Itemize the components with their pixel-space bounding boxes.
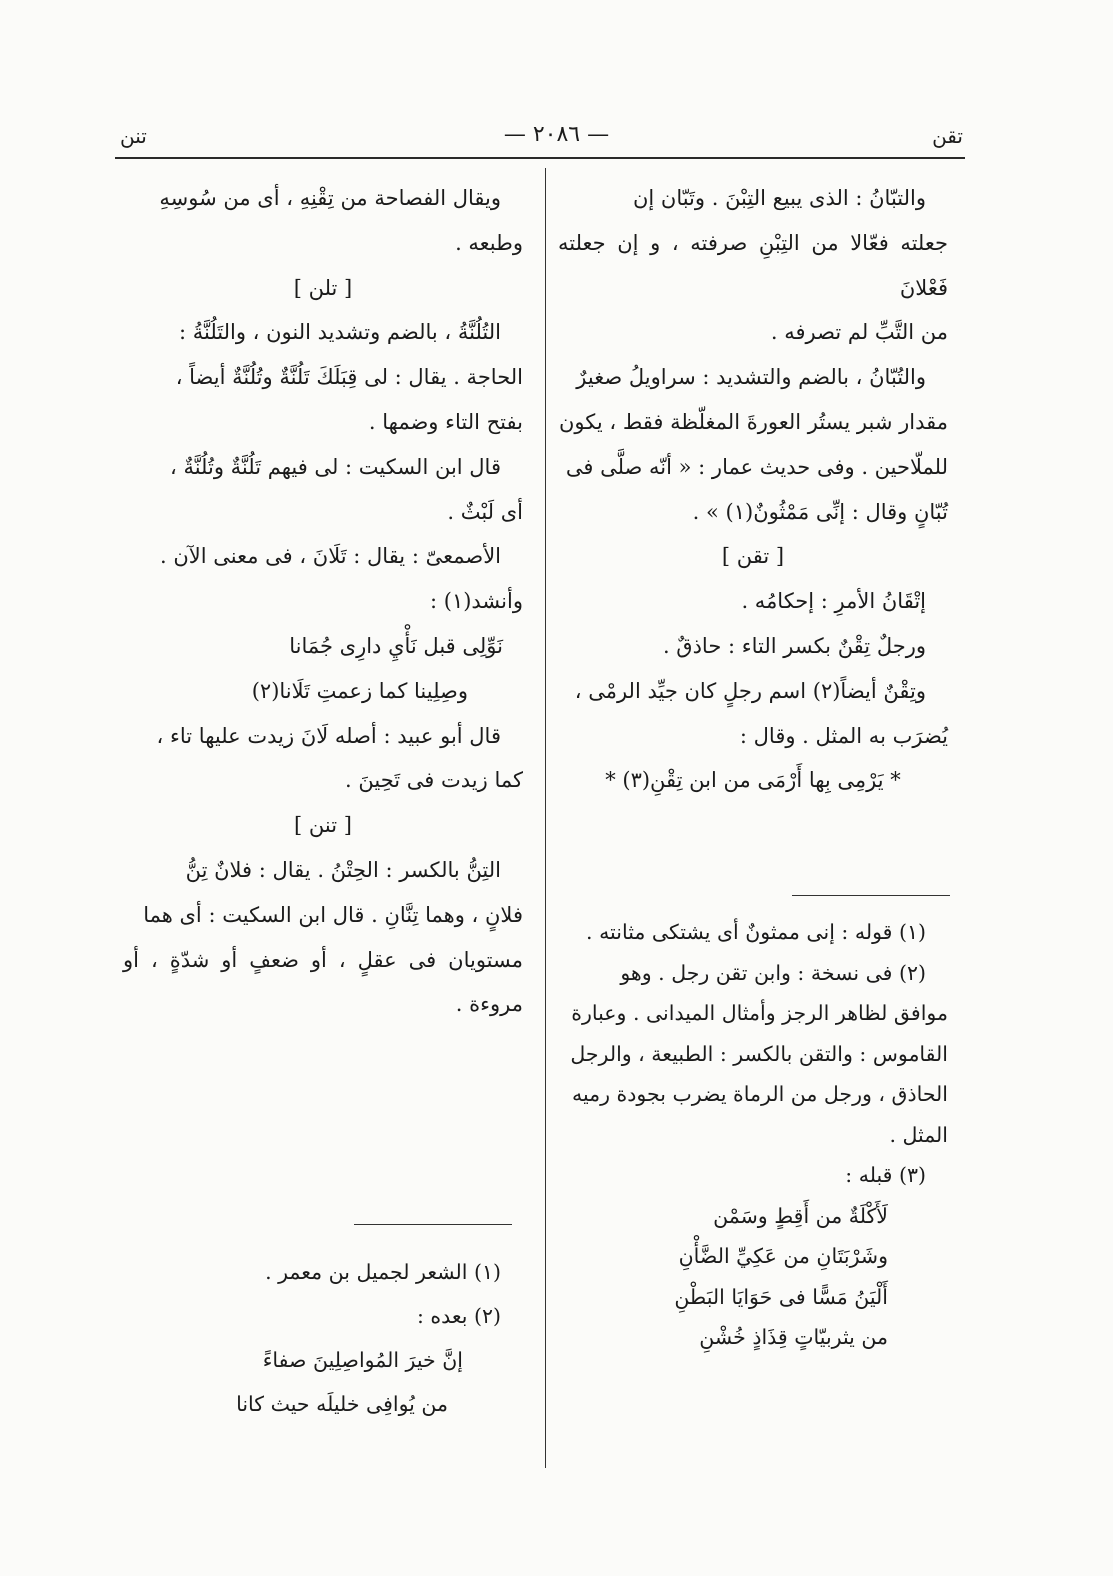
footnote-line: القاموس : والتقن بالكسر : الطبيعة ، والرجل (570, 1041, 948, 1066)
text-line: بفتح التاء وضمها . (368, 409, 523, 434)
text-line: التُلُنَّةُ ، بالضم وتشديد النون ، والتَلُنَّةُ : (178, 320, 501, 345)
text-line: وأنشد(١) : (429, 589, 523, 614)
section-heading: [ تنن ] (294, 813, 352, 838)
text-line: يُضرَب به المثل . وقال : (739, 723, 948, 748)
text-line: وطبعه . (455, 230, 523, 255)
text-line: ورجلٌ تِقْنٌ بكسر التاء : حاذقٌ . (662, 633, 926, 658)
text-line: تُبّانٍ وقال : إنِّى مَمْثُونٌ(١) » . (692, 499, 948, 524)
text-line: قال أبو عبيد : أصله لَانَ زيدت عليها تاء ، (156, 723, 501, 748)
text-line: مقدار شبر يستُر العورةَ المغلّظة فقط ، يكون (558, 409, 948, 434)
text-line: للملّاحين . وفى حديث عمار : « أنّه صلَّى فى (565, 454, 948, 479)
text-line: قال ابن السكيت : لى فيهم تَلُنَّةٌ وتُلُنَّةٌ ، (170, 454, 501, 479)
text-line: كما زيدت فى تَحِينَ . (345, 768, 523, 793)
header-entry-word: تقن (932, 124, 963, 148)
right-column (558, 176, 948, 803)
text-line: الحاجة . يقال : لى قِبَلَكَ تَلُنَّةٌ وتُلُنَّةٌ أيضاً ، (175, 365, 523, 390)
section-heading: [ تقن ] (721, 544, 785, 569)
footnote-line: (١) الشعر لجميل بن معمر . (265, 1260, 501, 1284)
footnote-rule (354, 1224, 512, 1225)
section-heading: [ تلن ] (293, 275, 353, 300)
footnote-rule (792, 895, 950, 896)
poem-line: أَلْيَنُ مَسًّا فى حَوَايَا البَطْنِ (674, 1284, 888, 1309)
left-footnotes (123, 1250, 523, 1426)
left-column (123, 176, 523, 1027)
right-footnotes (558, 912, 948, 1358)
text-line: فلانٍ ، وهما تِنَّانِ . قال ابن السكيت : أى هما (143, 902, 523, 927)
text-line: إتْقَانُ الأمرِ : إحكامُه . (741, 589, 926, 614)
text-line: والتُبّانُ ، بالضم والتشديد : سراويلُ صغيرٌ (576, 365, 926, 390)
text-line: من التَّبِّ لم تصرفه . (770, 320, 948, 345)
text-line: وتِقْنٌ أيضاً(٢) اسم رجلٍ كان جيِّد الرمْى ، (574, 678, 926, 703)
footnote-line: الحاذق ، ورجل من الرماة يضرب بجودة رميه (571, 1082, 948, 1106)
footnote-line: (٢) بعده : (416, 1304, 501, 1328)
footnote-line: المثل . (889, 1122, 948, 1147)
header-rule (115, 157, 965, 159)
poem-line: وشَرْبَتَانِ من عَكِيِّ الضَّأْنِ (678, 1244, 888, 1268)
text-line: جعلته فعّالا من التِبْنِ صرفته ، و إن جعلته فَعْلانَ (558, 230, 948, 300)
text-line: مستويان فى عقلٍ ، أو ضعفٍ أو شدّةٍ ، أو مروءة . (123, 947, 523, 1017)
page-number: — ٢٠٨٦ — (503, 122, 610, 147)
poem-line: إنَّ خيرَ المُواصِلِينَ صفاءً (262, 1348, 463, 1372)
verse-line: نَوِّلِى قبل نَأْيِ دارِى جُمَانا (289, 633, 503, 658)
footnote-line: موافق لظاهر الرجز وأمثال الميدانى . وعبارة (571, 1001, 948, 1025)
verse-line: وصِلِينا كما زعمتِ تَلَانا(٢) (251, 678, 468, 703)
verse-line: * يَرْمِى بِها أَرْمَى من ابن تِقْنِ(٣) * (605, 768, 901, 793)
footnote-line: (٣) قبله : (845, 1163, 926, 1187)
text-line: أى لَبْثٌ . (447, 499, 523, 524)
text-line: والتبّانُ : الذى يبيع التِبْنَ . وتَبّان إن (632, 186, 926, 210)
poem-line: لَأَكْلَةٌ من أَقِطٍ وسَمْن (713, 1203, 888, 1228)
poem-line: من يُوافِى خليلَه حيث كانا (236, 1392, 448, 1416)
header-last-word: تنن (120, 124, 147, 148)
column-divider (545, 168, 546, 1468)
text-line: الأصمعىّ : يقال : تَلَانَ ، فى معنى الآن . (159, 544, 501, 569)
text-line: ويقال الفصاحة من تِقْنِهِ ، أى من سُوسِهِ (159, 186, 501, 210)
footnote-line: (٢) فى نسخة : وابن تقن رجل . وهو (620, 960, 926, 985)
poem-line: من يثربيّاتٍ قِذَاذٍ خُشْنِ (699, 1325, 888, 1349)
text-line: التِنُّ بالكسر : الحِتْنُ . يقال : فلانٌ تِنُّ (185, 857, 501, 882)
footnote-line: (١) قوله : إنى ممثونٌ أى يشتكى مثانته . (586, 920, 926, 944)
